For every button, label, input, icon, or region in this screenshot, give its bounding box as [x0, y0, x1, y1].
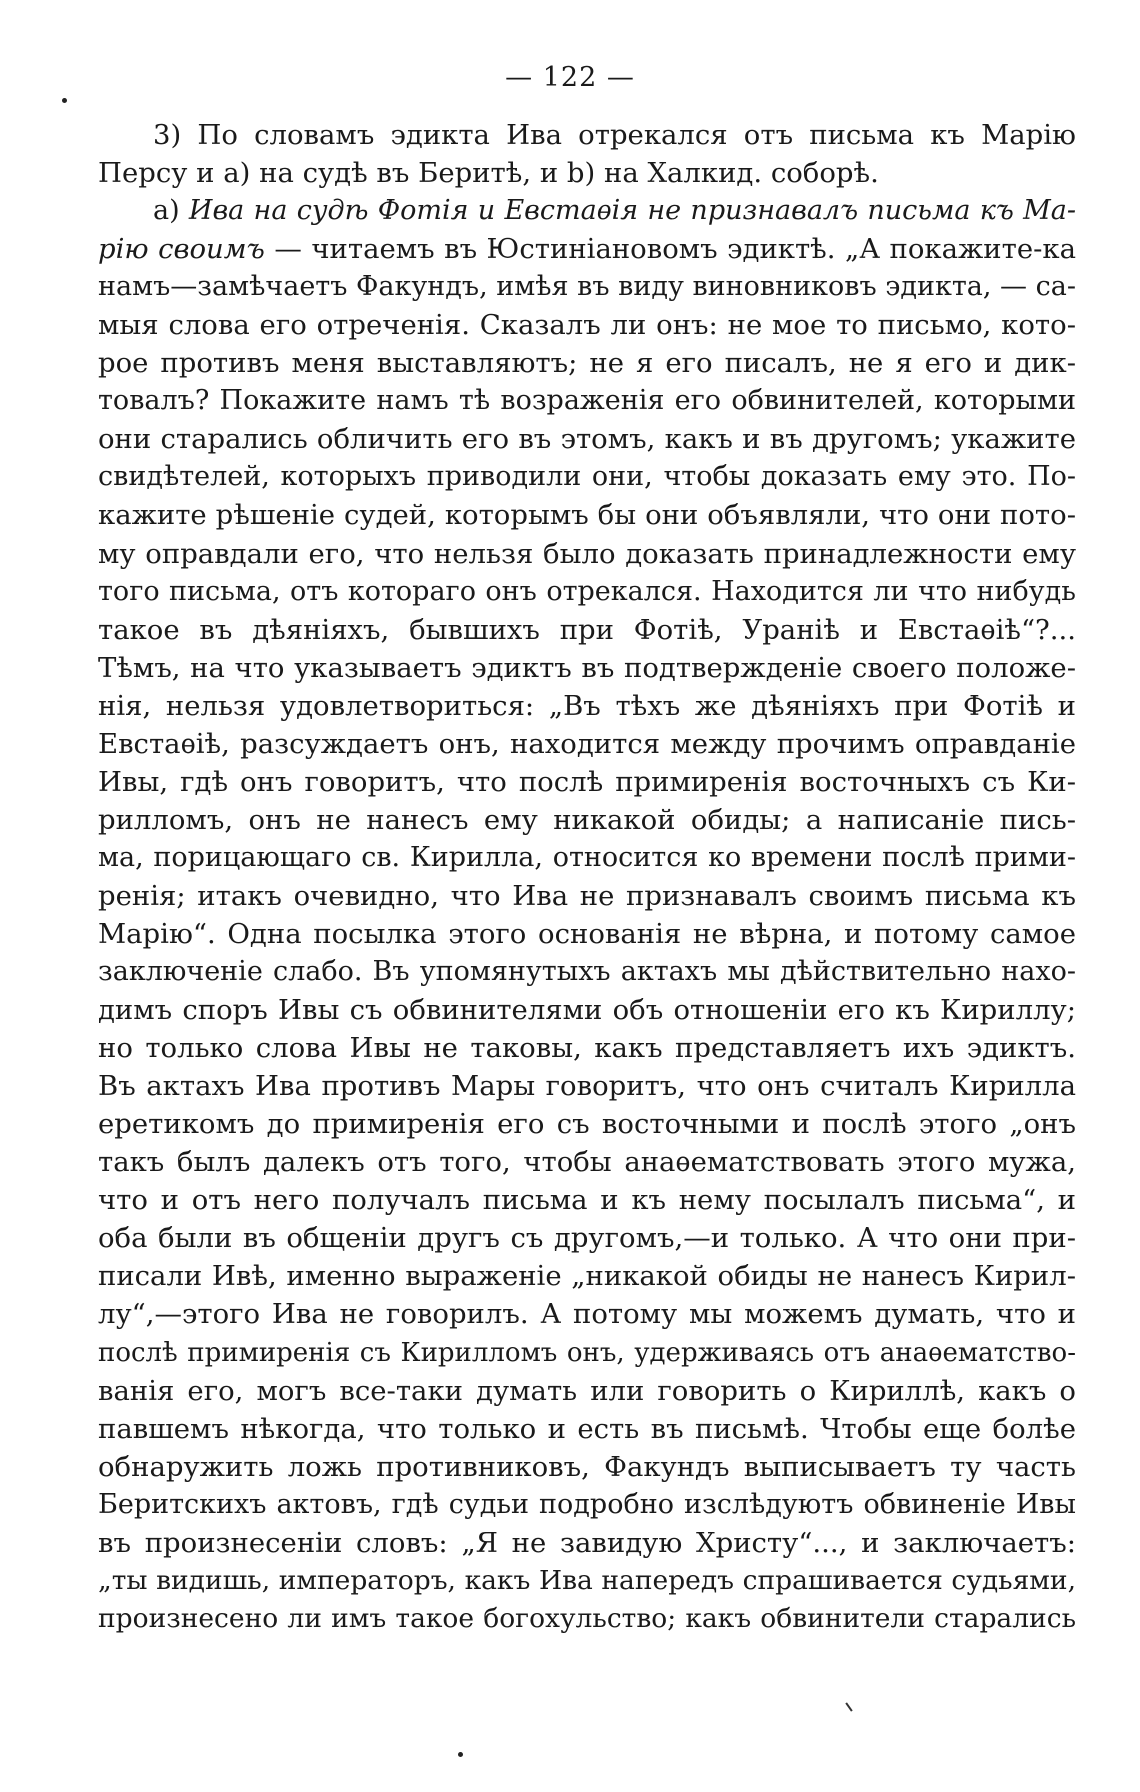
line-text: еретикомъ до примиренія его съ восточными и послѣ этого „онъ [98, 1108, 1076, 1141]
text-line [98, 1486, 1076, 1524]
page-number: — 122 — [505, 62, 635, 93]
line-text: — читаемъ въ Юстиніановомъ эдиктѣ. „А покажите-ка [264, 233, 1076, 266]
line-text: такъ былъ далекъ отъ того, чтобы анаѳематствовать этого мужа, [98, 1146, 1076, 1179]
text-line [98, 1410, 1076, 1448]
text-line [98, 953, 1076, 991]
line-text: кажите рѣшеніе судей, которымъ бы они объявляли, что они пото- [98, 499, 1076, 532]
text-line [98, 915, 1076, 953]
text-line [98, 420, 1076, 458]
line-text: но только слова Ивы не таковы, какъ представляетъ ихъ эдиктъ. [98, 1032, 1076, 1065]
italic-segment: Ива на судѣ Фотія и Евстаѳія не признавалъ письма къ Ма- [188, 195, 1076, 227]
line-text: того письма, отъ котораго онъ отрекался. Находится ли что нибудь [98, 575, 1076, 607]
line-text: заключеніе слабо. Въ упомянутыхъ актахъ мы дѣйствительно нахо- [98, 956, 1076, 988]
text-line [98, 1334, 1076, 1372]
text-line [98, 649, 1076, 687]
line-text: ванія его, могъ все-таки думать или говорить о Кириллѣ, какъ о [98, 1374, 1076, 1407]
line-text: писали Ивѣ, именно выраженіе „никакой обиды не нанесъ Кирил- [98, 1260, 1076, 1293]
text-line [98, 1105, 1076, 1143]
text-line [98, 458, 1076, 496]
line-text: Евстаѳіѣ, разсуждаетъ онъ, находится между прочимъ оправданіе [98, 727, 1076, 760]
text-line [98, 1372, 1076, 1410]
line-text: Въ актахъ Ива противъ Мары говоритъ, что онъ считалъ Кирилла [98, 1070, 1076, 1103]
text-line [98, 496, 1076, 534]
stray-ink-dot [62, 98, 67, 103]
line-text: въ произнесеніи словъ: „Я не завидую Христу“..., и заключаетъ: [98, 1526, 1076, 1559]
text-line [98, 192, 1076, 230]
text-line [98, 1600, 1076, 1638]
line-text: нія, нельзя удовлетвориться: „Въ тѣхъ же дѣяніяхъ при Фотіѣ и [98, 689, 1076, 722]
text-line [98, 1029, 1076, 1067]
line-text: произнесено ли имъ такое богохульство; какъ обвинители старались [98, 1602, 1076, 1634]
text-line [98, 611, 1076, 649]
line-text: свидѣтелей, которыхъ приводили они, чтобы доказать ему это. По- [98, 461, 1076, 493]
line-text: „ты видишь, императоръ, какъ Ива напередъ спрашивается судьями, [98, 1564, 1076, 1596]
text-line [98, 230, 1076, 268]
text-line [98, 1448, 1076, 1486]
line-text: 3) По словамъ эдикта Ива отрекался отъ письма къ Марію [153, 119, 1076, 151]
text-line [98, 991, 1076, 1029]
text-line [98, 687, 1076, 725]
line-text: Тѣмъ, на что указываетъ эдиктъ въ подтвержденіе своего положе- [98, 651, 1076, 684]
stray-ink-dot [458, 1752, 463, 1757]
text-line [98, 1562, 1076, 1600]
text-line [98, 1295, 1076, 1333]
text-line [98, 116, 1076, 154]
text-line [98, 535, 1076, 573]
line-text: что и отъ него получалъ письма и къ нему посылалъ письма“, и [98, 1184, 1076, 1217]
text-line [98, 801, 1076, 839]
line-prefix: а) [153, 195, 189, 227]
line-text: рое противъ меня выставляютъ; не я его писалъ, не я его и дик- [98, 347, 1076, 380]
text-line [98, 839, 1076, 877]
text-line [98, 763, 1076, 801]
line-text: павшемъ нѣкогда, что только и есть въ письмѣ. Чтобы еще болѣе [98, 1412, 1076, 1445]
text-line [98, 268, 1076, 306]
text-line [98, 1257, 1076, 1295]
text-line [98, 382, 1076, 420]
line-text: Персу и а) на судѣ въ Беритѣ, и b) на Халкид. соборѣ. [98, 157, 879, 190]
text-line [98, 1524, 1076, 1562]
text-line [98, 1143, 1076, 1181]
line-text: рилломъ, онъ не нанесъ ему никакой обиды; а написаніе пись- [98, 803, 1076, 836]
stray-ink-mark [845, 1702, 852, 1711]
line-text: такое въ дѣяніяхъ, бывшихъ при Фотіѣ, Ураніѣ и Евстаѳіѣ“?... [98, 613, 1076, 646]
line-text: послѣ примиренія съ Кирилломъ онъ, удерживаясь отъ анаѳематство- [98, 1337, 1076, 1368]
italic-segment: рію своимъ [98, 233, 265, 266]
text-line [98, 573, 1076, 611]
text-line [98, 1067, 1076, 1105]
line-text: Ивы, гдѣ онъ говоритъ, что послѣ примиренія восточныхъ съ Ки- [98, 765, 1076, 798]
line-text: Беритскихъ актовъ, гдѣ судьи подробно изслѣдуютъ обвиненіе Ивы [98, 1488, 1076, 1520]
text-line [98, 306, 1076, 344]
line-text: намъ—замѣчаетъ Факундъ, имѣя въ виду виновниковъ эдикта, — са- [98, 271, 1076, 303]
line-text: ма, порицающаго св. Кирилла, относится ко времени послѣ прими- [98, 841, 1076, 873]
page-text-block [98, 116, 1076, 1638]
line-text: Марію“. Одна посылка этого основанія не вѣрна, и потому самое [98, 917, 1076, 950]
line-text: лу“,—этого Ива не говорилъ. А потому мы можемъ думать, что и [98, 1298, 1076, 1331]
line-text: товалъ? Покажите намъ тѣ возраженія его обвинителей, которыми [98, 385, 1076, 417]
text-line [98, 1219, 1076, 1257]
text-line [98, 725, 1076, 763]
text-line [98, 154, 1076, 192]
text-line [98, 1181, 1076, 1219]
line-text: ренія; итакъ очевидно, что Ива не признавалъ своимъ письма къ [98, 879, 1076, 912]
line-text: обнаружить ложь противниковъ, Факундъ выписываетъ ту часть [98, 1450, 1076, 1483]
text-line [98, 877, 1076, 915]
line-text: му оправдали его, что нельзя было доказать принадлежности ему [98, 537, 1076, 570]
line-text: мыя слова его отреченія. Сказалъ ли онъ: не мое то письмо, кото- [98, 309, 1076, 342]
line-text: димъ споръ Ивы съ обвинителями объ отношеніи его къ Кириллу; [98, 994, 1076, 1027]
line-text: они старались обличить его въ этомъ, какъ и въ другомъ; укажите [98, 423, 1076, 456]
line-text: оба были въ общеніи другъ съ другомъ,—и только. А что они при- [98, 1222, 1076, 1255]
text-line [98, 344, 1076, 382]
